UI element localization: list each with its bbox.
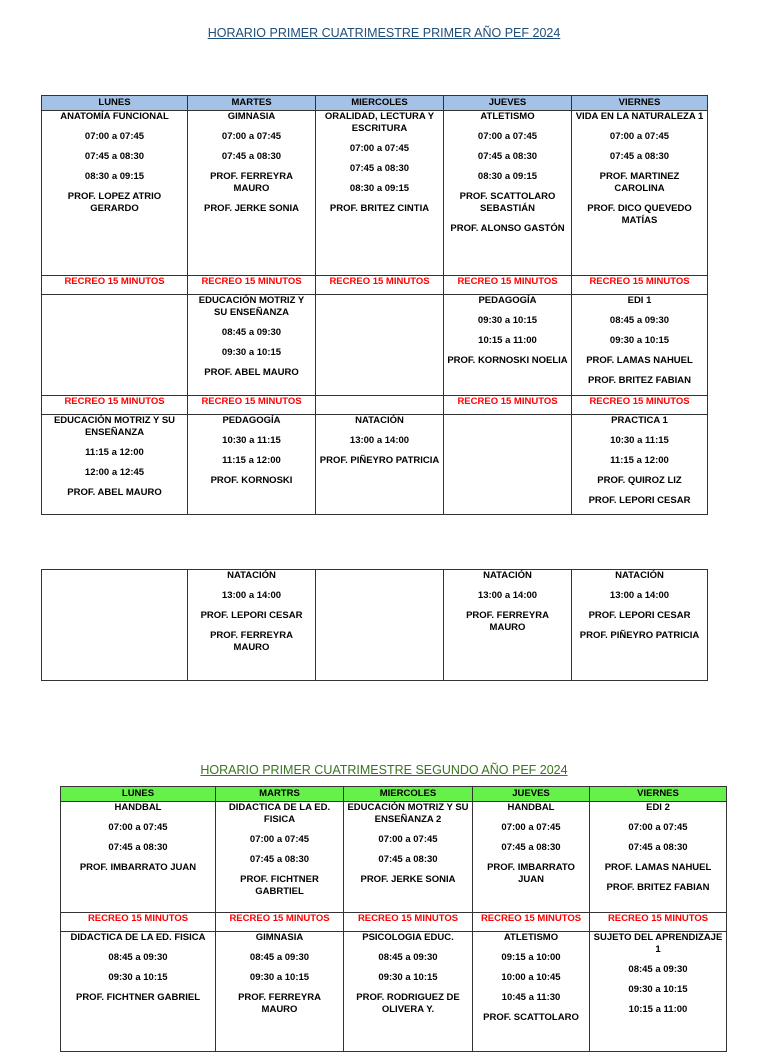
subject-name: NATACIÓN — [483, 570, 532, 581]
day-header-viernes: VIERNES — [590, 787, 727, 802]
subject-name: VIDA EN LA NATURALEZA 1 — [575, 111, 704, 122]
subject-name: ORALIDAD, LECTURA Y ESCRITURA — [324, 111, 435, 134]
class-row — [42, 295, 708, 396]
subject-name: GIMNASIA — [255, 932, 304, 943]
break-cell-martes: RECREO 15 MINUTOS — [188, 396, 316, 415]
break-cell-viernes: RECREO 15 MINUTOS — [590, 913, 727, 932]
class-cell-martes — [188, 415, 316, 515]
class-cell-lunes — [42, 415, 188, 515]
teacher-name: PROF. IMBARRATO JUAN — [79, 862, 197, 873]
time-slot: 10:45 a 11:30 — [501, 992, 561, 1003]
class-cell-miercoles — [316, 570, 444, 681]
time-slot: 07:00 a 07:45 — [378, 834, 438, 845]
subject-name: DIDACTICA DE LA ED. FISICA — [70, 932, 206, 943]
day-header-martes: MARTES — [188, 96, 316, 111]
teacher-name: PROF. IMBARRATO JUAN — [487, 862, 575, 885]
time-slot: 10:30 a 11:15 — [222, 435, 281, 446]
day-header-jueves: JUEVES — [473, 787, 590, 802]
subject-name: EDUCACIÓN MOTRIZ Y SU ENSEÑANZA 2 — [347, 802, 469, 825]
class-cell-viernes — [572, 415, 708, 515]
subject-name: NATACIÓN — [355, 415, 404, 426]
class-cell-jueves — [473, 802, 590, 913]
class-cell-miercoles — [316, 111, 444, 276]
time-slot: 13:00 a 14:00 — [609, 590, 670, 601]
class-cell-jueves — [444, 415, 572, 515]
break-cell-viernes: RECREO 15 MINUTOS — [572, 396, 708, 415]
class-row — [61, 932, 727, 1052]
class-cell-martes — [188, 295, 316, 396]
teacher-name: PROF. PIÑEYRO PATRICIA — [579, 630, 700, 641]
time-slot: 09:30 a 10:15 — [628, 984, 688, 995]
break-cell-miercoles: RECREO 15 MINUTOS — [344, 913, 473, 932]
time-slot: 13:00 a 14:00 — [221, 590, 282, 601]
break-cell-jueves: RECREO 15 MINUTOS — [473, 913, 590, 932]
subject-name: EDUCACIÓN MOTRIZ Y SU ENSEÑANZA — [53, 415, 176, 438]
teacher-name: PROF. KORNOSKI — [210, 475, 293, 486]
teacher-name: PROF. LEPORI CESAR — [200, 610, 303, 621]
time-slot: 07:45 a 08:30 — [84, 151, 145, 162]
subject-name: EDUCACIÓN MOTRIZ Y SU ENSEÑANZA — [198, 295, 305, 318]
day-header-viernes: VIERNES — [572, 96, 708, 111]
class-cell-lunes — [61, 802, 216, 913]
time-slot: 07:00 a 07:45 — [84, 131, 145, 142]
subject-name: ATLETISMO — [480, 111, 535, 122]
class-row — [61, 802, 727, 913]
teacher-name: PROF. FICHTNER GABRTIEL — [240, 874, 319, 897]
class-cell-viernes — [572, 111, 708, 276]
time-slot: 10:15 a 11:00 — [628, 1004, 688, 1015]
time-slot: 07:00 a 07:45 — [501, 822, 561, 833]
time-slot: 11:15 a 12:00 — [222, 455, 281, 466]
subject-name: GIMNASIA — [227, 111, 276, 122]
class-cell-viernes — [572, 295, 708, 396]
subject-name: PEDAGOGÍA — [222, 415, 281, 426]
time-slot: 08:30 a 09:15 — [477, 171, 538, 182]
class-cell-lunes — [61, 932, 216, 1052]
teacher-name: PROF. DICO QUEVEDO MATÍAS — [587, 203, 692, 226]
time-slot: 07:45 a 08:30 — [249, 854, 310, 865]
teacher-name: PROF. FERREYRA MAURO — [210, 630, 293, 653]
time-slot: 07:00 a 07:45 — [477, 131, 538, 142]
time-slot: 08:45 a 09:30 — [221, 327, 282, 338]
time-slot: 10:30 a 11:15 — [610, 435, 669, 446]
day-header-miercoles: MIERCOLES — [344, 787, 473, 802]
time-slot: 07:00 a 07:45 — [349, 143, 410, 154]
class-cell-lunes — [42, 295, 188, 396]
subject-name: ATLETISMO — [503, 932, 559, 943]
class-cell-miercoles — [344, 802, 473, 913]
teacher-name: PROF. QUIROZ LIZ — [597, 475, 682, 486]
day-header-lunes: LUNES — [61, 787, 216, 802]
subject-name: PSICOLOGIA EDUC. — [362, 932, 454, 943]
subject-name: EDI 1 — [627, 295, 652, 306]
subject-name: DIDACTICA DE LA ED. FISICA — [228, 802, 331, 825]
break-cell-lunes: RECREO 15 MINUTOS — [61, 913, 216, 932]
subject-name: NATACIÓN — [615, 570, 664, 581]
break-row — [42, 396, 708, 415]
break-cell-viernes: RECREO 15 MINUTOS — [572, 276, 708, 295]
day-header-lunes: LUNES — [42, 96, 188, 111]
subject-name: NATACIÓN — [227, 570, 276, 581]
time-slot: 07:00 a 07:45 — [249, 834, 310, 845]
class-cell-viernes — [590, 932, 727, 1052]
break-cell-miercoles — [316, 396, 444, 415]
break-cell-jueves: RECREO 15 MINUTOS — [444, 276, 572, 295]
time-slot: 10:15 a 11:00 — [478, 335, 537, 346]
time-slot: 07:45 a 08:30 — [378, 854, 438, 865]
time-slot: 08:45 a 09:30 — [628, 964, 688, 975]
time-slot: 09:30 a 10:15 — [108, 972, 168, 983]
time-slot: 08:45 a 09:30 — [378, 952, 438, 963]
teacher-name: PROF. RODRIGUEZ DE OLIVERA Y. — [356, 992, 460, 1015]
class-cell-jueves — [444, 570, 572, 681]
break-cell-martes: RECREO 15 MINUTOS — [188, 276, 316, 295]
class-cell-jueves — [473, 932, 590, 1052]
day-header-jueves: JUEVES — [444, 96, 572, 111]
teacher-name: PROF. LAMAS NAHUEL — [604, 862, 712, 873]
class-row — [42, 111, 708, 276]
subject-name: SUJETO DEL APRENDIZAJE 1 — [593, 932, 723, 955]
time-slot: 11:15 a 12:00 — [610, 455, 669, 466]
teacher-name: PROF. FERREYRA MAURO — [210, 171, 293, 194]
break-cell-jueves: RECREO 15 MINUTOS — [444, 396, 572, 415]
time-slot: 07:00 a 07:45 — [221, 131, 282, 142]
header-row — [42, 96, 708, 111]
class-row — [42, 570, 708, 681]
class-cell-jueves — [444, 111, 572, 276]
teacher-name: PROF. LEPORI CESAR — [588, 495, 691, 506]
teacher-name: PROF. BRITEZ FABIAN — [588, 375, 691, 386]
break-cell-miercoles: RECREO 15 MINUTOS — [316, 276, 444, 295]
time-slot: 09:30 a 10:15 — [249, 972, 310, 983]
time-slot: 07:00 a 07:45 — [609, 131, 670, 142]
time-slot: 08:45 a 09:30 — [108, 952, 168, 963]
teacher-name: PROF. LEPORI CESAR — [588, 610, 691, 621]
schedule-title-second-year: HORARIO PRIMER CUATRIMESTRE SEGUNDO AÑO PEF 2024 — [200, 763, 568, 777]
class-cell-martes — [216, 932, 344, 1052]
time-slot: 13:00 a 14:00 — [477, 590, 538, 601]
teacher-name: PROF. ALONSO GASTÓN — [450, 223, 565, 234]
subject-name: HANDBAL — [114, 802, 162, 813]
class-cell-martes — [188, 570, 316, 681]
time-slot: 09:30 a 10:15 — [221, 347, 282, 358]
class-cell-viernes — [572, 570, 708, 681]
time-slot: 07:45 a 08:30 — [349, 163, 410, 174]
subject-name: ANATOMÍA FUNCIONAL — [60, 111, 169, 122]
time-slot: 13:00 a 14:00 — [349, 435, 410, 446]
time-slot: 09:30 a 10:15 — [477, 315, 538, 326]
class-row — [42, 415, 708, 515]
class-cell-lunes — [42, 570, 188, 681]
class-cell-martes — [188, 111, 316, 276]
day-header-martes: MARTRS — [216, 787, 344, 802]
subject-name: PRACTICA 1 — [611, 415, 668, 426]
class-cell-miercoles — [344, 932, 473, 1052]
schedule-table-first-year — [41, 95, 708, 515]
day-header-miercoles: MIERCOLES — [316, 96, 444, 111]
time-slot: 07:45 a 08:30 — [609, 151, 670, 162]
time-slot: 12:00 a 12:45 — [84, 467, 145, 478]
teacher-name: PROF. LAMAS NAHUEL — [586, 355, 693, 366]
time-slot: 08:30 a 09:15 — [349, 183, 410, 194]
time-slot: 07:45 a 08:30 — [477, 151, 538, 162]
time-slot: 07:00 a 07:45 — [628, 822, 688, 833]
teacher-name: PROF. MARTINEZ CAROLINA — [599, 171, 680, 194]
break-row — [42, 276, 708, 295]
header-row — [61, 787, 727, 802]
teacher-name: PROF. ABEL MAURO — [67, 487, 162, 498]
teacher-name: PROF. BRITEZ FABIAN — [606, 882, 710, 893]
teacher-name: PROF. BRITEZ CINTIA — [329, 203, 430, 214]
teacher-name: PROF. ABEL MAURO — [204, 367, 299, 378]
subject-name: HANDBAL — [507, 802, 555, 813]
class-cell-miercoles — [316, 295, 444, 396]
class-cell-viernes — [590, 802, 727, 913]
time-slot: 11:15 a 12:00 — [85, 447, 144, 458]
time-slot: 09:30 a 10:15 — [609, 335, 670, 346]
schedule-table-second-year — [60, 786, 727, 1052]
teacher-name: PROF. FERREYRA MAURO — [466, 610, 549, 633]
class-cell-miercoles — [316, 415, 444, 515]
teacher-name: PROF. FERREYRA MAURO — [238, 992, 321, 1015]
time-slot: 08:45 a 09:30 — [249, 952, 310, 963]
break-cell-lunes: RECREO 15 MINUTOS — [42, 276, 188, 295]
teacher-name: PROF. LOPEZ ATRIO GERARDO — [67, 191, 162, 214]
time-slot: 09:15 a 10:00 — [501, 952, 561, 963]
class-cell-jueves — [444, 295, 572, 396]
class-cell-martes — [216, 802, 344, 913]
teacher-name: PROF. JERKE SONIA — [203, 203, 300, 214]
teacher-name: PROF. FICHTNER GABRIEL — [75, 992, 201, 1003]
time-slot: 07:45 a 08:30 — [501, 842, 561, 853]
time-slot: 08:45 a 09:30 — [609, 315, 670, 326]
teacher-name: PROF. SCATTOLARO SEBASTIÁN — [459, 191, 556, 214]
time-slot: 07:00 a 07:45 — [108, 822, 168, 833]
time-slot: 08:30 a 09:15 — [84, 171, 145, 182]
subject-name: EDI 2 — [646, 802, 670, 813]
time-slot: 10:00 a 10:45 — [501, 972, 561, 983]
schedule-title-first-year: HORARIO PRIMER CUATRIMESTRE PRIMER AÑO PEF 2024 — [207, 26, 561, 40]
time-slot: 07:45 a 08:30 — [221, 151, 282, 162]
break-row — [61, 913, 727, 932]
teacher-name: PROF. JERKE SONIA — [360, 874, 456, 885]
break-cell-lunes: RECREO 15 MINUTOS — [42, 396, 188, 415]
teacher-name: PROF. KORNOSKI NOELIA — [447, 355, 568, 366]
class-cell-lunes — [42, 111, 188, 276]
teacher-name: PROF. SCATTOLARO — [483, 1012, 579, 1023]
time-slot: 09:30 a 10:15 — [378, 972, 438, 983]
schedule-table-first-year-extra — [41, 569, 708, 681]
subject-name: PEDAGOGÍA — [478, 295, 537, 306]
break-cell-martes: RECREO 15 MINUTOS — [216, 913, 344, 932]
time-slot: 07:45 a 08:30 — [108, 842, 168, 853]
teacher-name: PROF. PIÑEYRO PATRICIA — [319, 455, 440, 466]
time-slot: 07:45 a 08:30 — [628, 842, 688, 853]
